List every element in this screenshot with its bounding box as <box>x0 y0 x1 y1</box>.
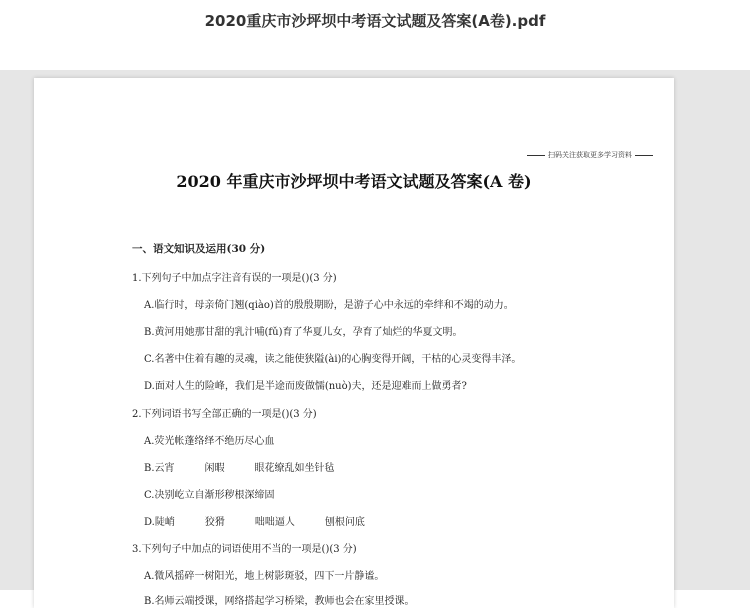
question-1-option-a: A.临行时，母亲倚门翘(qiào)首的殷殷期盼，是游子心中永远的牵绊和不竭的动力。 <box>144 300 514 311</box>
promo-text <box>524 150 656 160</box>
question-2-option-a: A.荧光帐蓬络绎不绝历尽心血 <box>144 436 275 447</box>
question-2-stem: 2.下列词语书写全部正确的一项是()(3 分) <box>132 409 317 420</box>
question-1-option-b: B.黄河用她那甘甜的乳汁哺(fǔ)育了华夏儿女，孕育了灿烂的华夏文明。 <box>144 327 463 338</box>
pdf-viewer[interactable] <box>0 70 750 607</box>
question-1-stem: 1.下列句子中加点字注音有误的一项是()(3 分) <box>132 273 337 284</box>
promo-rule-left <box>527 155 545 156</box>
option-word: 咄咄逼人 <box>254 517 295 528</box>
option-word: 闲暇 <box>204 463 225 474</box>
question-2-option-b <box>144 459 335 474</box>
question-1-option-c: C.名著中住着有趣的灵魂，读之能使狭隘(ài)的心胸变得开阔，干枯的心灵变得丰泽。 <box>144 354 522 365</box>
question-2-option-c: C.决别屹立自渐形秽根深缔固 <box>144 490 275 501</box>
document-title: 2020 年重庆市沙坪坝中考语文试题及答案(A 卷) <box>176 172 532 191</box>
title-bar <box>0 0 750 70</box>
file-title: 2020重庆市沙坪坝中考语文试题及答案(A卷).pdf <box>204 12 546 30</box>
option-word: D.陡峭 <box>144 517 175 528</box>
option-word: 眼花缭乱如坐针毡 <box>254 463 335 474</box>
question-3-option-b: B.名师云端授课，网络搭起学习桥梁，教师也会在家里授课。 <box>144 596 415 607</box>
option-word: 刨根问底 <box>324 517 365 528</box>
document-page <box>34 78 674 608</box>
option-word: B.云宵 <box>144 463 175 474</box>
question-3-stem: 3.下列句子中加点的词语使用不当的一项是()(3 分) <box>132 544 357 555</box>
question-2-option-d <box>144 513 365 528</box>
section-heading: 一、语文知识及运用(30 分) <box>132 243 266 255</box>
question-3-option-a: A.微风摇碎一树阳光，地上树影斑驳，四下一片静谧。 <box>144 571 385 582</box>
promo-rule-right <box>635 155 653 156</box>
question-1-option-d: D.面对人生的险峰，我们是半途而废做懦(nuò)夫，还是迎难而上做勇者? <box>144 381 467 392</box>
option-word: 狡猾 <box>204 517 225 528</box>
promo-label: 扫码关注获取更多学习资料 <box>548 151 632 159</box>
